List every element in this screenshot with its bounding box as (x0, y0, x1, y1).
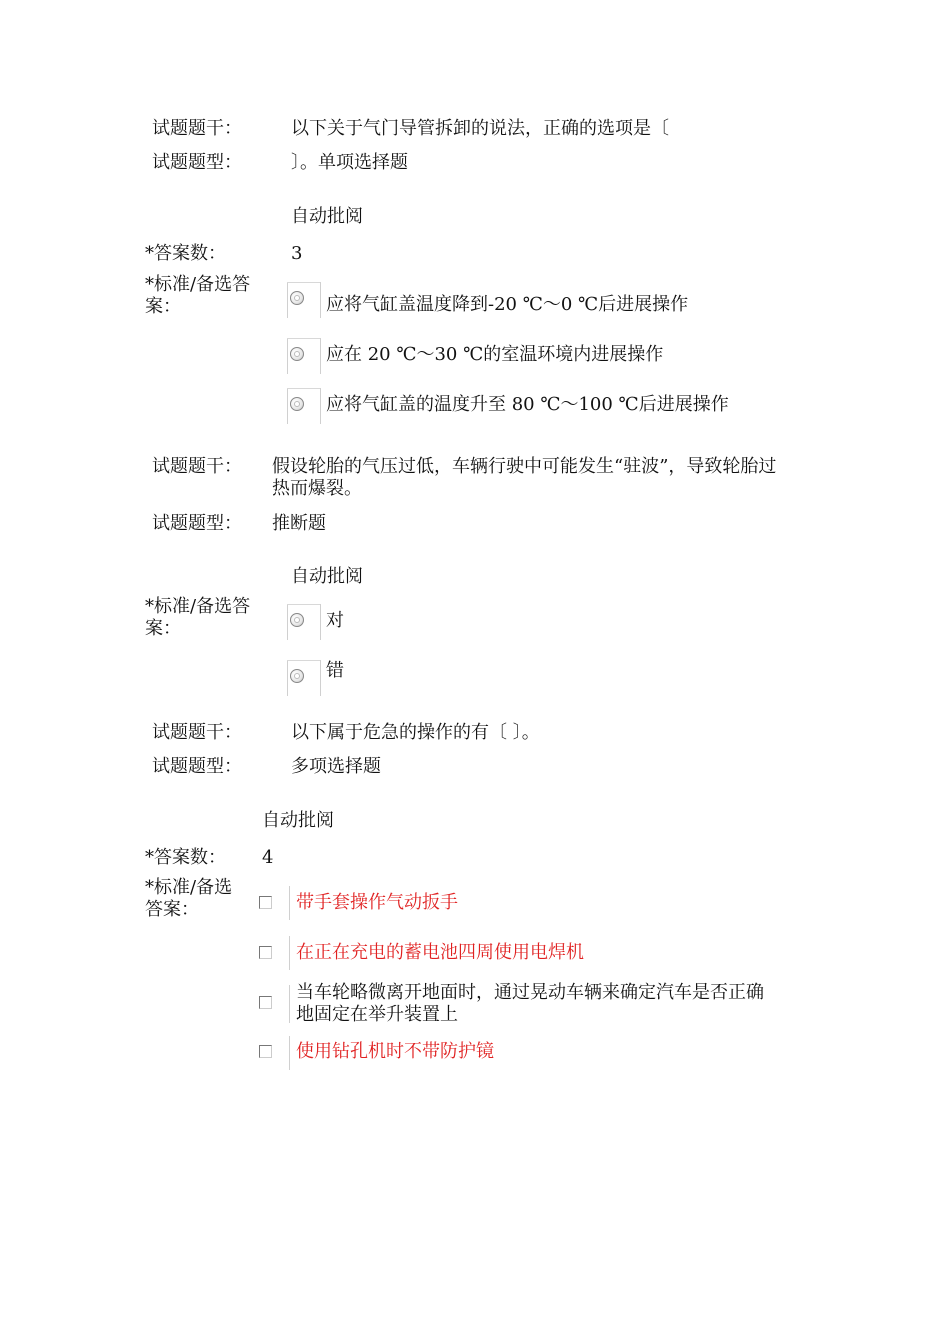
q2-grading: 自动批阅 (291, 566, 363, 587)
q3-option-1-checkbox[interactable] (259, 896, 272, 909)
q1-answers-label-line2: 案： (145, 296, 181, 317)
q3-count-value: 4 (262, 847, 274, 868)
q3-option-4-checkbox[interactable] (259, 1045, 272, 1058)
q2-stem: 假设轮胎的气压过低，车辆行驶中可能发生“驻波”，导致轮胎过热而爆裂。 (272, 456, 777, 499)
q2-option-2-radio[interactable] (290, 669, 304, 683)
q3-grading: 自动批阅 (262, 810, 334, 831)
q1-count-label: *答案数： (145, 243, 226, 264)
q1-option-1-radio[interactable] (290, 291, 304, 305)
q3-type-label: 试题题型： (152, 756, 242, 777)
q1-type-label: 试题题型： (152, 152, 242, 173)
q3-answers-label-line2: 答案： (145, 899, 199, 920)
q3-type-value: 多项选择题 (291, 756, 381, 777)
q2-option-1-radio[interactable] (290, 613, 304, 627)
q2-option-2: 错 (326, 660, 344, 681)
q3-answers-label (145, 877, 232, 921)
q3-answers-label-line1: *标准/备选 (145, 877, 233, 898)
q1-option-1: 应将气缸盖温度降到-20 ℃～0 ℃后进展操作 (326, 294, 689, 315)
q2-type-label: 试题题型： (152, 513, 242, 534)
q2-option-1: 对 (326, 610, 344, 631)
q3-option-4: 使用钻孔机时不带防护镜 (296, 1041, 494, 1062)
q1-option-2-radio[interactable] (290, 347, 304, 361)
q2-stem-label: 试题题干： (152, 456, 242, 477)
q1-option-3-radio[interactable] (290, 397, 304, 411)
q1-option-2: 应在 20 ℃～30 ℃的室温环境内进展操作 (326, 344, 664, 365)
q2-type-value: 推断题 (272, 513, 326, 534)
q1-stem-line2: 〕。单项选择题 (291, 152, 408, 173)
q2-answers-label (145, 596, 250, 640)
q1-stem-line1: 以下关于气门导管拆卸的说法，正确的选项是〔 (291, 118, 669, 139)
q1-grading: 自动批阅 (291, 206, 363, 227)
q3-option-1: 带手套操作气动扳手 (296, 892, 458, 913)
q3-option-2-checkbox[interactable] (259, 946, 272, 959)
q1-option-3: 应将气缸盖的温度升至 80 ℃～100 ℃后进展操作 (326, 394, 729, 415)
q3-option-3-checkbox[interactable] (259, 996, 272, 1009)
q2-answers-label-line2: 案： (145, 618, 181, 639)
q3-stem: 以下属于危急的操作的有〔 〕。 (291, 722, 540, 743)
q2-answers-label-line1: *标准/备选答 (145, 596, 251, 617)
q3-stem-label: 试题题干： (152, 722, 242, 743)
q1-answers-label (145, 274, 250, 318)
q1-count-value: 3 (291, 243, 303, 264)
q3-option-2: 在正在充电的蓄电池四周使用电焊机 (296, 942, 584, 963)
q3-count-label: *答案数： (145, 847, 226, 868)
q3-option-3: 当车轮略微离开地面时，通过晃动车辆来确定汽车是否正确地固定在举升装置上 (296, 982, 764, 1025)
q1-stem-label: 试题题干： (152, 118, 242, 139)
q1-answers-label-line1: *标准/备选答 (145, 274, 251, 295)
